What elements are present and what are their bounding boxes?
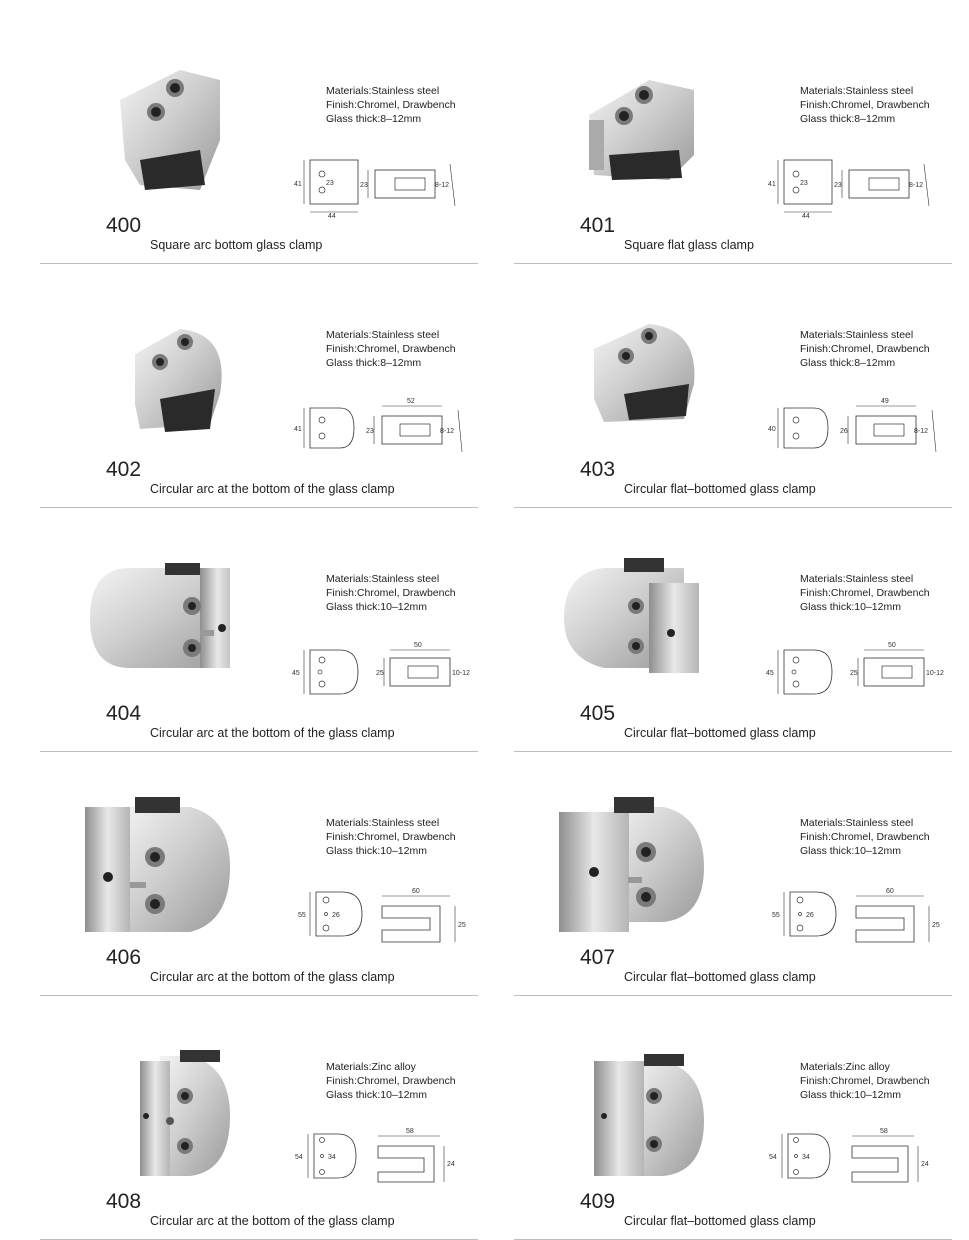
dimension-drawing — [290, 638, 480, 708]
clamp-photo-401 — [554, 60, 704, 200]
finish-text: Finish:Chromel, Drawbench — [326, 99, 456, 111]
specs — [326, 816, 456, 858]
product-card-405 — [514, 488, 954, 740]
clamp-photo-403 — [554, 304, 704, 444]
specs — [800, 328, 930, 370]
dim-hole: 26 — [806, 912, 814, 919]
dim-hole: 34 — [328, 1154, 336, 1161]
dim-height: 45 — [292, 670, 300, 677]
dim-width: 50 — [888, 642, 896, 649]
dim-width: 52 — [407, 398, 415, 405]
finish-text: Finish:Chromel, Drawbench — [800, 343, 930, 355]
product-card-409 — [514, 976, 954, 1228]
dim-width: 58 — [880, 1128, 888, 1135]
dimension-drawing — [290, 882, 480, 952]
product-card-407 — [514, 732, 954, 984]
specs — [800, 816, 930, 858]
dim-side: 25 — [932, 922, 940, 929]
dim-side: 23 — [360, 182, 368, 189]
specs — [800, 84, 930, 126]
dim-gap: 10-12 — [452, 670, 470, 677]
clamp-photo-408 — [80, 1036, 230, 1176]
specs — [326, 572, 456, 614]
clamp-photo-402 — [80, 304, 230, 444]
product-code: 409 — [580, 1190, 616, 1213]
dim-gap: 10-12 — [926, 670, 944, 677]
dim-hole: 34 — [802, 1154, 810, 1161]
finish-text: Finish:Chromel, Drawbench — [326, 343, 456, 355]
finish-text: Finish:Chromel, Drawbench — [800, 1075, 930, 1087]
dim-height: 55 — [298, 912, 306, 919]
dim-gap: 8-12 — [440, 428, 455, 435]
glass-thick-text: Glass thick:10–12mm — [326, 845, 427, 857]
glass-thick-text: Glass thick:10–12mm — [326, 1089, 427, 1101]
glass-thick-text: Glass thick:8–12mm — [800, 113, 896, 125]
product-code: 408 — [106, 1190, 142, 1213]
finish-text: Finish:Chromel, Drawbench — [326, 587, 456, 599]
dim-hole: 23 — [326, 180, 334, 187]
dim-height: 45 — [766, 670, 774, 677]
product-name: Square arc bottom glass clamp — [150, 238, 323, 252]
product-card-403 — [514, 244, 954, 496]
dim-width: 60 — [412, 888, 420, 895]
product-name: Circular flat–bottomed glass clamp — [624, 726, 816, 740]
dim-side: 24 — [447, 1161, 455, 1168]
product-code: 401 — [580, 214, 616, 237]
product-card-408 — [40, 976, 480, 1228]
dim-side: 25 — [376, 670, 384, 677]
clamp-photo-406 — [80, 792, 230, 932]
specs — [800, 572, 930, 614]
dimension-drawing — [764, 394, 954, 464]
dim-height: 54 — [769, 1154, 777, 1161]
materials-text: Materials:Stainless steel — [800, 85, 914, 97]
product-code: 405 — [580, 702, 616, 725]
finish-text: Finish:Chromel, Drawbench — [800, 99, 930, 111]
product-card-402 — [40, 244, 480, 496]
product-name: Circular flat–bottomed glass clamp — [624, 482, 816, 496]
materials-text: Materials:Stainless steel — [800, 329, 914, 341]
specs — [326, 84, 456, 126]
clamp-photo-405 — [554, 548, 704, 688]
dim-gap: 8-12 — [914, 428, 929, 435]
finish-text: Finish:Chromel, Drawbench — [800, 831, 930, 843]
dim-height: 41 — [294, 426, 302, 433]
product-name: Circular arc at the bottom of the glass clamp — [150, 726, 395, 740]
dimension-drawing — [764, 882, 954, 952]
dim-side: 23 — [834, 182, 842, 189]
product-card-406 — [40, 732, 480, 984]
glass-thick-text: Glass thick:8–12mm — [326, 357, 422, 369]
dim-height: 55 — [772, 912, 780, 919]
materials-text: Materials:Zinc alloy — [800, 1061, 890, 1073]
dimension-drawing — [290, 394, 480, 464]
dim-gap: 8-12 — [435, 182, 450, 189]
product-name: Circular arc at the bottom of the glass clamp — [150, 1214, 395, 1228]
glass-thick-text: Glass thick:8–12mm — [800, 357, 896, 369]
materials-text: Materials:Stainless steel — [326, 329, 440, 341]
clamp-photo-409 — [554, 1036, 704, 1176]
dim-width: 60 — [886, 888, 894, 895]
specs — [800, 1060, 930, 1102]
dim-width: 44 — [802, 213, 810, 220]
dim-height: 41 — [294, 181, 302, 188]
materials-text: Materials:Stainless steel — [800, 817, 914, 829]
product-card-404 — [40, 488, 480, 740]
dim-height: 40 — [768, 426, 776, 433]
dimension-drawing — [764, 638, 954, 708]
product-code: 400 — [106, 214, 142, 237]
dimension-drawing — [764, 1126, 954, 1196]
materials-text: Materials:Stainless steel — [326, 85, 440, 97]
glass-thick-text: Glass thick:10–12mm — [800, 1089, 901, 1101]
clamp-photo-407 — [554, 792, 704, 932]
product-name: Circular flat–bottomed glass clamp — [624, 1214, 816, 1228]
dim-width: 50 — [414, 642, 422, 649]
dim-height: 41 — [768, 181, 776, 188]
clamp-photo-400 — [80, 60, 230, 200]
dim-width: 49 — [881, 398, 889, 405]
product-code: 403 — [580, 458, 616, 481]
finish-text: Finish:Chromel, Drawbench — [800, 587, 930, 599]
dim-side: 25 — [850, 670, 858, 677]
specs — [326, 1060, 456, 1102]
product-card-401 — [514, 0, 954, 252]
glass-thick-text: Glass thick:10–12mm — [800, 845, 901, 857]
materials-text: Materials:Stainless steel — [326, 573, 440, 585]
product-code: 404 — [106, 702, 142, 725]
specs — [326, 328, 456, 370]
dim-side: 23 — [366, 428, 374, 435]
dim-height: 54 — [295, 1154, 303, 1161]
product-code: 406 — [106, 946, 142, 969]
dimension-drawing — [290, 1126, 480, 1196]
glass-thick-text: Glass thick:10–12mm — [326, 601, 427, 613]
product-code: 402 — [106, 458, 142, 481]
materials-text: Materials:Zinc alloy — [326, 1061, 416, 1073]
finish-text: Finish:Chromel, Drawbench — [326, 1075, 456, 1087]
dim-side: 25 — [458, 922, 466, 929]
clamp-photo-404 — [80, 548, 230, 688]
dim-side: 26 — [840, 428, 848, 435]
dim-width: 44 — [328, 213, 336, 220]
dimension-drawing — [290, 150, 480, 220]
product-name: Square flat glass clamp — [624, 238, 754, 252]
product-code: 407 — [580, 946, 616, 969]
glass-thick-text: Glass thick:10–12mm — [800, 601, 901, 613]
product-name: Circular arc at the bottom of the glass clamp — [150, 482, 395, 496]
dim-side: 24 — [921, 1161, 929, 1168]
dim-gap: 8-12 — [909, 182, 924, 189]
glass-thick-text: Glass thick:8–12mm — [326, 113, 422, 125]
product-name: Circular flat–bottomed glass clamp — [624, 970, 816, 984]
materials-text: Materials:Stainless steel — [326, 817, 440, 829]
finish-text: Finish:Chromel, Drawbench — [326, 831, 456, 843]
dimension-drawing — [764, 150, 954, 220]
dim-hole: 23 — [800, 180, 808, 187]
dim-hole: 26 — [332, 912, 340, 919]
product-name: Circular arc at the bottom of the glass clamp — [150, 970, 395, 984]
product-card-400 — [40, 0, 480, 252]
dim-width: 58 — [406, 1128, 414, 1135]
materials-text: Materials:Stainless steel — [800, 573, 914, 585]
